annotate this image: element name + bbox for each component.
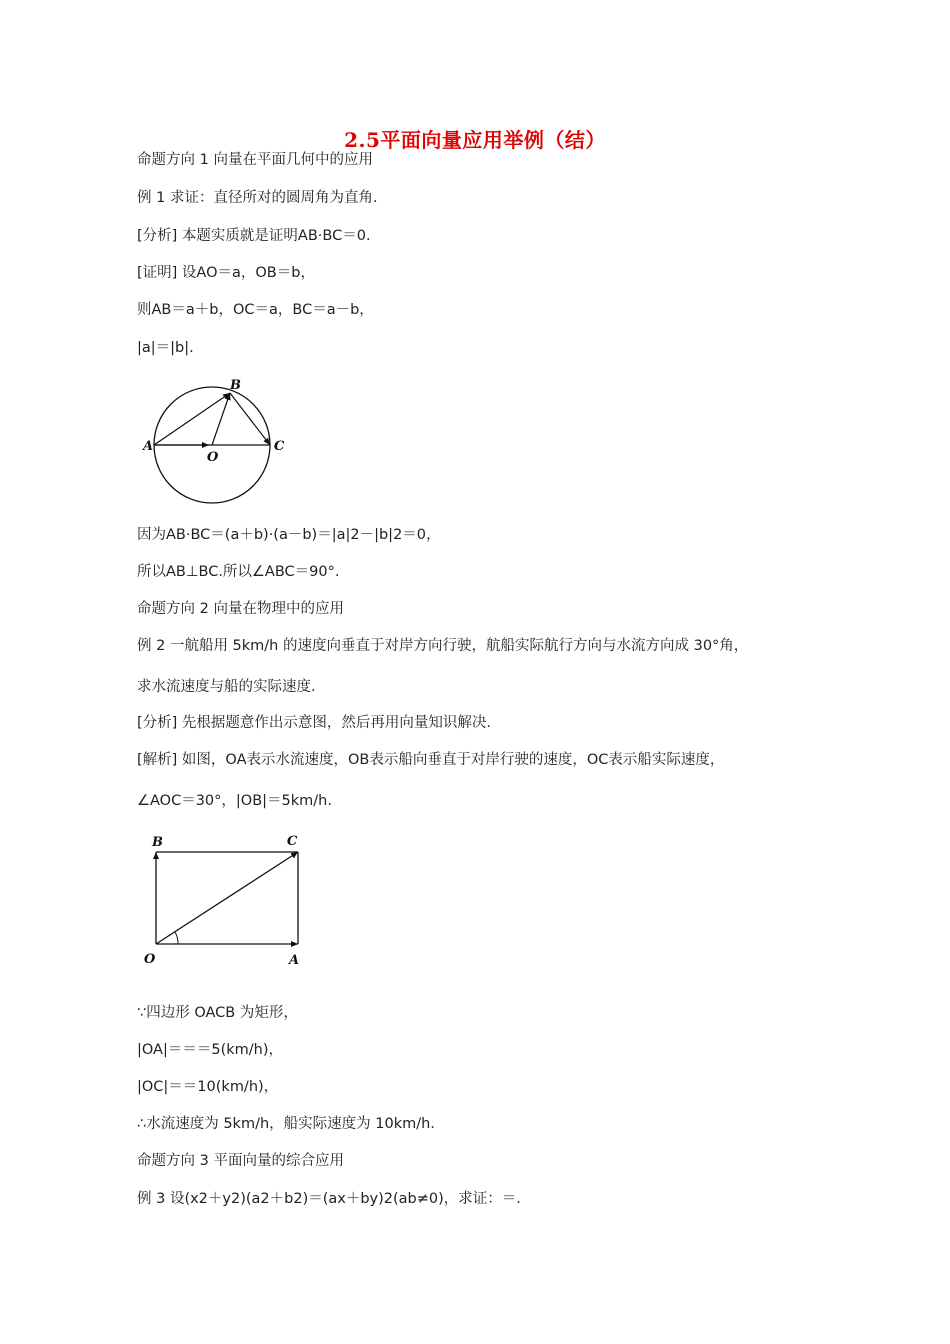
section-heading-3: 命题方向 3 平面向量的综合应用	[137, 1153, 344, 1169]
solution-3: ∵四边形 OACB 为矩形，	[137, 1005, 298, 1021]
example-2b: 求水流速度与船的实际速度.	[137, 679, 316, 695]
circle-figure	[140, 372, 290, 507]
solution-4: |OA|＝＝＝5(km/h)，	[137, 1042, 283, 1058]
fig2-label-c: C	[287, 834, 298, 849]
analysis-2: [分析] 先根据题意作出示意图，然后再用向量知识解决.	[137, 715, 492, 731]
section-heading-2: 命题方向 2 向量在物理中的应用	[137, 601, 344, 617]
solution-1: [解析] 如图，OA表示水流速度，OB表示船向垂直于对岸行驶的速度，OC表示船实际速度，	[137, 752, 725, 768]
solution-2: ∠AOC＝30°，|OB|＝5km/h.	[137, 793, 332, 809]
fig1-label-a: A	[143, 439, 154, 454]
proof-2: 则AB＝a＋b，OC＝a，BC＝a－b，	[137, 302, 374, 318]
example-1: 例 1 求证：直径所对的圆周角为直角.	[137, 190, 378, 206]
solution-6: ∴水流速度为 5km/h，船实际速度为 10km/h.	[137, 1116, 435, 1132]
fig1-label-o: O	[207, 450, 219, 465]
example-3: 例 3 设(x2＋y2)(a2＋b2)＝(ax＋by)2(ab≠0)，求证：＝.	[137, 1191, 521, 1207]
fig1-label-c: C	[274, 439, 285, 454]
proof-4: 因为AB·BC＝(a＋b)·(a－b)＝|a|2－|b|2＝0，	[137, 527, 441, 543]
fig2-label-a: A	[289, 953, 300, 968]
rectangle-figure	[140, 826, 315, 971]
fig2-label-o: O	[144, 952, 156, 967]
proof-3: |a|＝|b|.	[137, 340, 194, 356]
proof-5: 所以AB⊥BC.所以∠ABC＝90°.	[137, 564, 340, 580]
page-title: 2.5平面向量应用举例（结）	[344, 128, 606, 152]
section-heading-1: 命题方向 1 向量在平面几何中的应用	[137, 152, 373, 168]
fig1-label-b: B	[230, 378, 241, 393]
fig2-label-b: B	[152, 835, 163, 850]
proof-1: [证明] 设AO＝a，OB＝b，	[137, 265, 315, 281]
analysis-1: [分析] 本题实质就是证明AB·BC＝0.	[137, 228, 371, 244]
example-2a: 例 2 一航船用 5km/h 的速度向垂直于对岸方向行驶，航船实际航行方向与水流方向成 30°角，	[137, 638, 749, 654]
solution-5: |OC|＝＝10(km/h)，	[137, 1079, 279, 1095]
